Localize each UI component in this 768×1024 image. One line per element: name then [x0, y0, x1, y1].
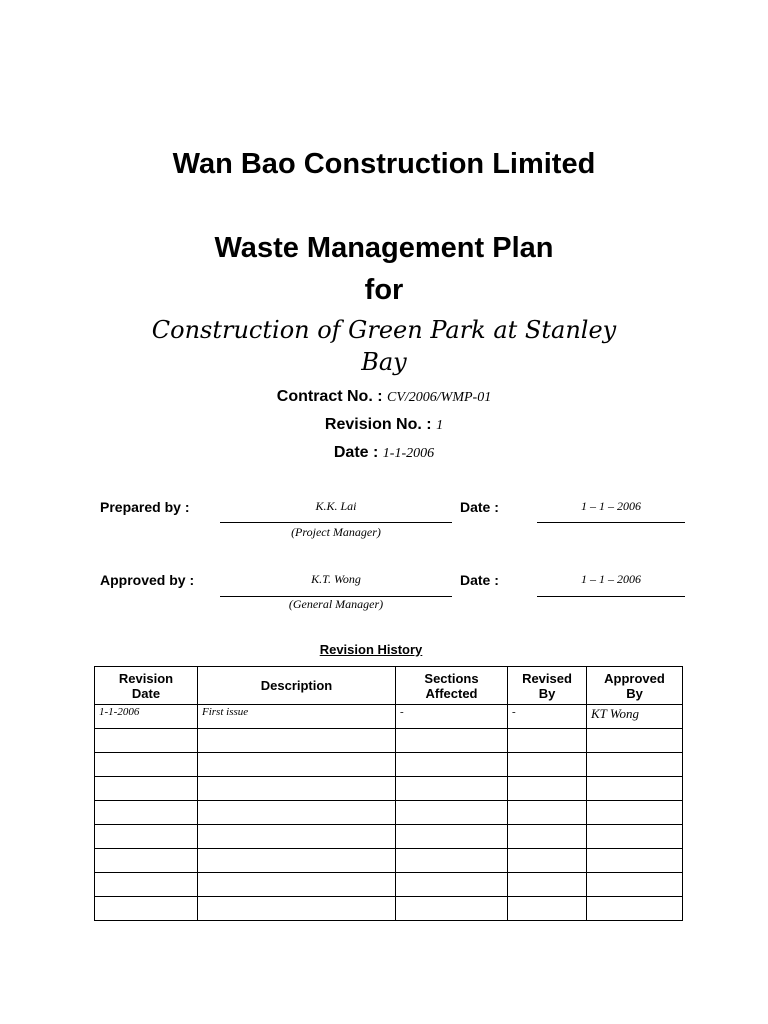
table-cell [95, 897, 198, 921]
prepared-by-name: K.K. Lai [315, 499, 357, 513]
approved-date-value: 1 – 1 – 2006 [581, 572, 641, 586]
table-row [95, 753, 683, 777]
table-cell [396, 777, 508, 801]
table-cell [198, 825, 396, 849]
revision-label: Revision No. : [324, 416, 432, 433]
approved-by-name: K.T. Wong [311, 572, 361, 586]
approved-date-line [537, 596, 685, 597]
header-text: Description [260, 678, 333, 693]
table-row [95, 873, 683, 897]
header-text: By [626, 685, 643, 701]
table-cell [396, 801, 508, 825]
table-cell [198, 729, 396, 753]
header-description [198, 667, 396, 705]
contract-number [0, 388, 768, 406]
table-cell [95, 729, 198, 753]
prepared-by-role: (Project Manager) [291, 525, 381, 539]
table-cell [396, 753, 508, 777]
table-cell [587, 873, 683, 897]
prepared-by-signature-line [220, 522, 452, 523]
table-cell [587, 825, 683, 849]
table-row [95, 897, 683, 921]
date-value: 1-1-2006 [382, 446, 435, 461]
header-approved-by [587, 667, 683, 705]
table-cell [396, 873, 508, 897]
table-cell [508, 753, 587, 777]
header-text: Revision [118, 670, 174, 686]
table-cell [508, 801, 587, 825]
table-cell [396, 897, 508, 921]
header-text: Sections [424, 670, 479, 686]
table-cell [508, 873, 587, 897]
table-cell [95, 777, 198, 801]
table-cell: First issue [198, 705, 396, 729]
header-revised-by [508, 667, 587, 705]
table-cell [587, 777, 683, 801]
table-cell [95, 753, 198, 777]
table-row [95, 849, 683, 873]
table-cell [198, 777, 396, 801]
header-text: By [538, 685, 556, 701]
contract-label: Contract No. : [276, 388, 383, 405]
revision-number [0, 416, 768, 434]
table-cell: - [396, 705, 508, 729]
approved-by-role: (General Manager) [288, 597, 384, 611]
table-cell [508, 825, 587, 849]
prepared-date-line [537, 522, 685, 523]
table-cell [396, 849, 508, 873]
table-cell [508, 897, 587, 921]
table-cell [587, 897, 683, 921]
table-cell [95, 873, 198, 897]
plan-title: Waste Management Plan [214, 232, 554, 264]
table-cell [198, 801, 396, 825]
project-name: Construction of Green Park at Stanley Bay [151, 316, 617, 376]
table-cell [198, 897, 396, 921]
table-cell [508, 849, 587, 873]
table-row [95, 777, 683, 801]
company-name: Wan Bao Construction Limited [172, 148, 596, 180]
table-row [95, 729, 683, 753]
date-label: Date : [333, 444, 379, 461]
table-cell [587, 753, 683, 777]
table-cell: KT Wong [587, 705, 683, 729]
approved-date-label: Date : [460, 572, 499, 588]
header-text: Date [131, 685, 161, 701]
prepared-date-value: 1 – 1 – 2006 [581, 499, 641, 513]
table-cell: 1-1-2006 [95, 705, 198, 729]
table-cell [587, 849, 683, 873]
table-header-row [95, 667, 683, 705]
table-cell: - [508, 705, 587, 729]
table-cell [587, 729, 683, 753]
table-cell [95, 849, 198, 873]
table-cell [198, 873, 396, 897]
header-text: Approved [604, 670, 665, 686]
table-cell [508, 729, 587, 753]
table-cell [396, 825, 508, 849]
table-cell [95, 825, 198, 849]
revision-history-title: Revision History [319, 642, 423, 657]
table-row [95, 825, 683, 849]
table-row [95, 801, 683, 825]
header-sections-affected [396, 667, 508, 705]
revision-history-table [94, 666, 683, 921]
header-text: Revised [522, 670, 572, 686]
document-date [0, 444, 768, 462]
prepared-date-label: Date : [460, 499, 499, 515]
revision-value: 1 [436, 418, 444, 433]
prepared-by-label: Prepared by : [100, 499, 190, 515]
table-cell [587, 801, 683, 825]
header-text: Affected [425, 685, 478, 701]
table-cell [95, 801, 198, 825]
approved-by-label: Approved by : [100, 572, 195, 588]
table-cell [198, 753, 396, 777]
table-cell [508, 777, 587, 801]
contract-value: CV/2006/WMP-01 [387, 390, 492, 405]
table-row [95, 705, 683, 729]
plan-for: for [364, 274, 404, 306]
table-cell [396, 729, 508, 753]
header-revision-date [95, 667, 198, 705]
table-cell [198, 849, 396, 873]
